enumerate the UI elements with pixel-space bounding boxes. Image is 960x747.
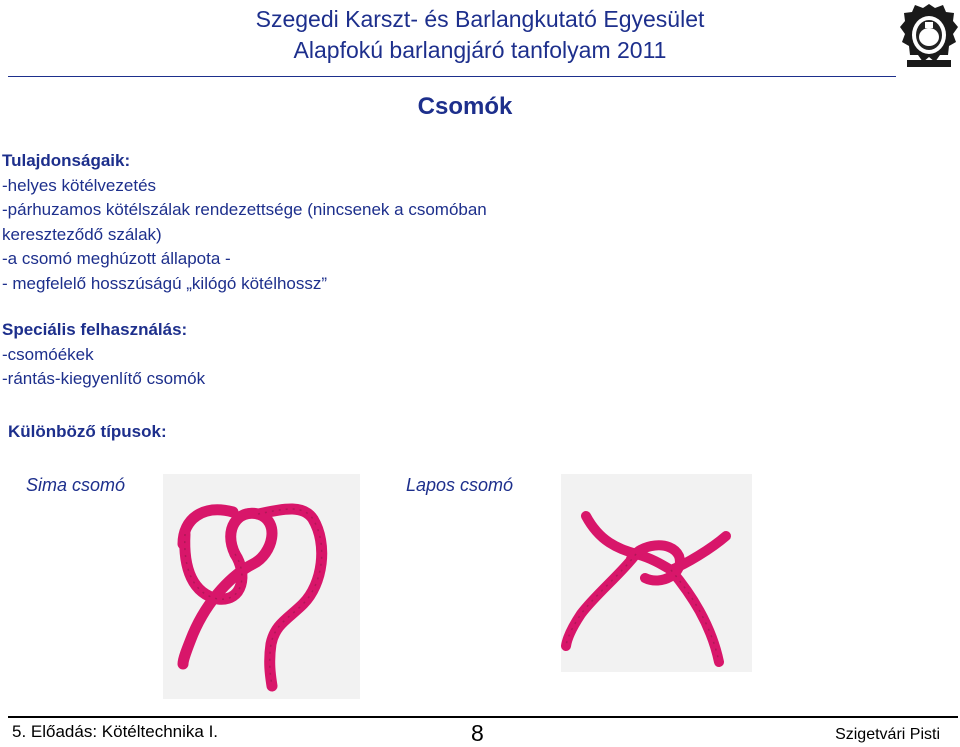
properties-section <box>2 149 487 296</box>
simple-knot-image <box>163 474 360 699</box>
special-item: -csomóékek <box>2 344 94 364</box>
reef-knot-image <box>561 474 752 672</box>
property-item: -a csomó meghúzott állapota - <box>2 249 231 268</box>
page-number: 8 <box>471 720 484 746</box>
types-heading: Különböző típusok: <box>8 422 167 441</box>
property-item: -helyes kötélvezetés <box>2 175 157 195</box>
footer-author: Szigetvári Pisti <box>835 726 940 743</box>
footer-lecture: 5. Előadás: Kötéltechnika I. <box>12 722 219 741</box>
footer-divider <box>8 716 958 718</box>
organization-name: Szegedi Karszt- és Barlangkutató Egyesület <box>255 6 705 32</box>
properties-heading: Tulajdonságaik: <box>2 151 131 170</box>
slide-title: Csomók <box>417 93 513 120</box>
club-logo-icon <box>899 2 959 70</box>
property-item: kereszteződő szálak) <box>2 224 162 244</box>
special-section <box>2 318 205 392</box>
simple-knot-label: Sima csomó <box>26 475 126 495</box>
header-divider <box>8 76 896 77</box>
property-item: - megfelelő hosszúságú „kilógó kötélhossz” <box>2 273 328 293</box>
special-heading: Speciális felhasználás: <box>2 320 188 339</box>
reef-knot-label: Lapos csomó <box>406 475 514 495</box>
special-item: -rántás-kiegyenlítő csomók <box>2 369 206 388</box>
property-item: -párhuzamos kötélszálak rendezettsége (nincsenek a csomóban <box>2 200 487 219</box>
course-name: Alapfokú barlangjáró tanfolyam 2011 <box>293 37 667 63</box>
